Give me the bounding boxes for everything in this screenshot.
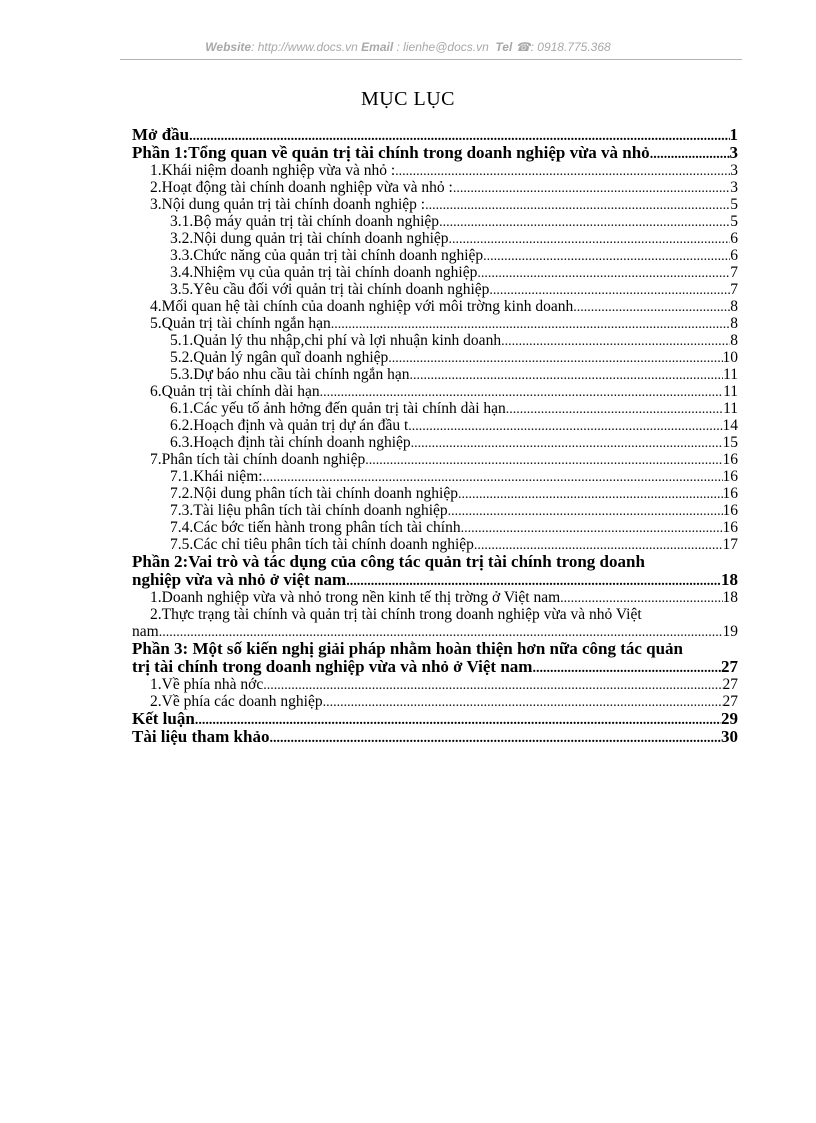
toc-entry-7-2[interactable]: 7.2.Nội dung phân tích tài chính doanh nghiệp ..... 16 [132,485,738,502]
toc-entry-phan-2[interactable]: Phần 2:Vai trò và tác dụng của công tác quản trị tài chính trong doanh nghiệp vừa và nhỏ ở việt nam ..... 18 [132,553,738,589]
toc-entry-mo-dau[interactable]: Mở đầu ..... 1 [132,126,738,144]
toc-entry-7-3[interactable]: 7.3.Tài liệu phân tích tài chính doanh nghiệp ..... 16 [132,502,738,519]
toc-entry-5-1[interactable]: 5.1.Quản lý thu nhập,chi phí và lợi nhuận kinh doanh ..... 8 [132,332,738,349]
toc-entry-7[interactable]: 7.Phân tích tài chính doanh nghiệp ..... 16 [132,451,738,468]
page-header [0,40,816,54]
tel-value: ☎: 0918.775.368 [515,40,611,54]
toc-entry-3-b[interactable]: 2.Về phía các doanh nghiệp ..... 27 [132,693,738,710]
toc-entry-7-1[interactable]: 7.1.Khái niệm: ..... 16 [132,468,738,485]
header-divider [120,59,742,60]
toc-entry-7-4[interactable]: 7.4.Các bớc tiến hành trong phân tích tài chính ..... 16 [132,519,738,536]
toc-entry-3-3[interactable]: 3.3.Chức năng của quản trị tài chính doanh nghiệp ..... 6 [132,247,738,264]
toc-entry-tai-lieu[interactable]: Tài liệu tham khảo ..... 30 [132,728,738,746]
toc-entry-2-1[interactable]: 1.Doanh nghiệp vừa và nhỏ trong nền kinh tế thị trờng ở Việt nam ..... 18 [132,589,738,606]
toc-entry-2[interactable]: 2.Hoạt động tài chính doanh nghiệp vừa và nhỏ : ..... 3 [132,179,738,196]
toc-entry-6-3[interactable]: 6.3.Hoạch định tài chính doanh nghiệp ..... 15 [132,434,738,451]
email-label: Email [361,40,394,54]
toc-entry-5-2[interactable]: 5.2.Quản lý ngân quĩ doanh nghiệp ..... 10 [132,349,738,366]
toc-entry-phan-3[interactable]: Phần 3: Một số kiến nghị giải pháp nhằm hoàn thiện hơn nữa công tác quản trị tài chính trong doanh nghiệp vừa và nhỏ ở Việt nam ..... 27 [132,640,738,676]
toc-entry-6-1[interactable]: 6.1.Các yếu tố ảnh hởng đến quản trị tài chính dài hạn ..... 11 [132,400,738,417]
toc-entry-1[interactable]: 1.Khái niệm doanh nghiệp vừa và nhỏ : ..... 3 [132,162,738,179]
website-label: Website [205,40,252,54]
toc-entry-3[interactable]: 3.Nội dung quản trị tài chính doanh nghiệp : ..... 5 [132,196,738,213]
page-title: MỤC LỤC [360,88,456,110]
toc-entry-ket-luan[interactable]: Kết luận ..... 29 [132,710,738,728]
toc-entry-5-3[interactable]: 5.3.Dự báo nhu cầu tài chính ngắn hạn ..... 11 [132,366,738,383]
toc-entry-phan-1[interactable]: Phần 1:Tổng quan về quản trị tài chính trong doanh nghiệp vừa và nhỏ ..... 3 [132,144,738,162]
toc-entry-3-2[interactable]: 3.2.Nội dung quản trị tài chính doanh nghiệp ..... 6 [132,230,738,247]
toc-entry-6[interactable]: 6.Quản trị tài chính dài hạn ..... 11 [132,383,738,400]
tel-label: Tel [495,40,513,54]
toc-entry-5[interactable]: 5.Quản trị tài chính ngắn hạn ..... 8 [132,315,738,332]
email-value: : lienhe@docs.vn [396,40,489,54]
toc-entry-3-4[interactable]: 3.4.Nhiệm vụ của quản trị tài chính doanh nghiệp ..... 7 [132,264,738,281]
website-value: : http://www.docs.vn [251,40,358,54]
toc-entry-6-2[interactable]: 6.2.Hoạch định và quản trị dự án đầu t ..... 14 [132,417,738,434]
toc-entry-3-a[interactable]: 1.Về phía nhà nớc ..... 27 [132,676,738,693]
table-of-contents [132,126,738,746]
toc-entry-4[interactable]: 4.Mối quan hệ tài chính của doanh nghiệp với môi trờng kinh doanh ..... 8 [132,298,738,315]
toc-entry-2-2[interactable]: 2.Thực trạng tài chính và quản trị tài chính trong doanh nghiệp vừa và nhỏ Việt nam ..... 19 [132,606,738,640]
toc-entry-3-1[interactable]: 3.1.Bộ máy quản trị tài chính doanh nghiệp ..... 5 [132,213,738,230]
toc-entry-3-5[interactable]: 3.5.Yêu cầu đối với quản trị tài chính doanh nghiệp ..... 7 [132,281,738,298]
toc-entry-7-5[interactable]: 7.5.Các chỉ tiêu phân tích tài chính doanh nghiệp ..... 17 [132,536,738,553]
